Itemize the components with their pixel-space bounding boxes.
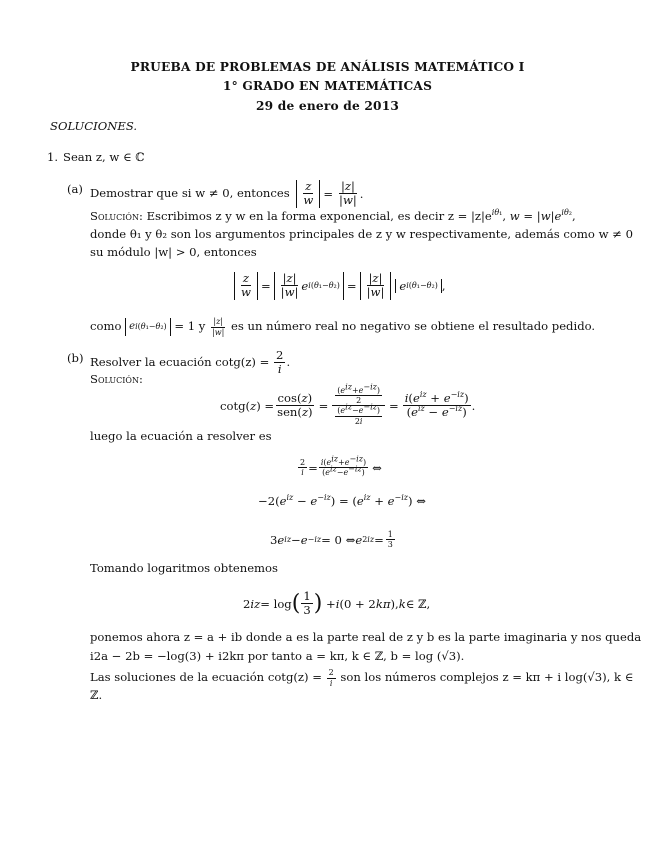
exam-title: PRUEBA DE PROBLEMAS DE ANÁLISIS MATEMÁTICO I: [130, 60, 525, 74]
solutions-label: SOLUCIONES.: [50, 119, 138, 133]
part-a-conclusion: como e i(θ₁−θ₂) = 1 y $\frac{|z|}{|w|}$ es un número real no negativo se obtiene el resultado pedido.: [90, 317, 596, 337]
equation-step-2: $-2(e^{iz} - e^{-iz}) = (e^{iz} + e^{-iz})$ ⇔: [258, 493, 426, 508]
cotg-definition-equation: cotg( z ) = $\frac{\cos(z)}{\text{sen(z)}}$ = $\frac{\frac{(e^{iz}+e^{-iz})}{2}}{\frac{(e^{iz}-e^{-iz})}{2i}}$ = $\frac{i(e^{iz} + e^{-iz})}{(e^{iz} - e^{-iz})}$ .: [220, 382, 476, 426]
text-z-set: ℤ.: [90, 688, 103, 702]
part-b-statement: Resolver la ecuación cotg(z) = $\frac{2}{i}$ .: [90, 348, 291, 377]
equation-step-3: 3 e iz − e −iz = 0 ⇔ e 2iz = $\frac{1}{3}$: [270, 530, 393, 550]
part-b-label: (b): [67, 351, 84, 365]
text-tomando: Tomando logaritmos obtenemos: [90, 561, 278, 575]
problem-number: 1.: [47, 150, 59, 164]
part-b-solution-heading: Solución:: [90, 372, 143, 386]
logarithm-equation: 2 iz = log ( $\frac{1}{3}$ ) + i (0 + 2 kπ ), k ∈ ℤ,: [243, 589, 431, 618]
part-a-statement-text: Demostrar que si w ≠ 0, entonces: [90, 185, 290, 200]
text-las-soluciones: Las soluciones de la ecuación cotg(z) = $\frac{2}{i}$ son los números complejos z = kπ + i log(√3), k ∈: [90, 668, 634, 688]
text-ponemos: ponemos ahora z = a + ib donde a es la parte real de z y b es la parte imaginaria y nos queda: [90, 630, 642, 644]
text-luego: luego la ecuación a resolver es: [90, 429, 272, 443]
part-a-solution-line3: su módulo |w| > 0, entonces: [90, 245, 257, 259]
part-a-formula: $\frac{z}{w}$ = $\frac{|z|}{|w|}$ .: [296, 180, 363, 208]
text-i2a: i2a − 2b = −log(3) + i2kπ por tanto a = kπ, k ∈ ℤ, b = log (√3).: [90, 649, 465, 663]
exam-degree: 1° GRADO EN MATEMÁTICAS: [222, 79, 433, 93]
problem-statement: Sean z, w ∈ ℂ: [63, 150, 145, 164]
exam-date: 29 de enero de 2013: [255, 99, 400, 113]
part-a-solution-line2: donde θ₁ y θ₂ son los argumentos principales de z y w respectivamente, además como w ≠ 0: [90, 227, 633, 241]
part-a-statement: [90, 180, 363, 208]
part-a-label: (a): [67, 182, 83, 196]
part-a-solution-line1: Solución: Escribimos z y w en la forma exponencial, es decir $z = |z|e^{i\theta_1}$, $w = |w|e^{i\theta_2}$,: [90, 208, 576, 223]
equation-step-1: $\frac{2}{i}$ = $\frac{i(e^{iz}+e^{-iz})}{(e^{iz}-e^{-iz})}$ ⇔: [300, 454, 382, 478]
part-a-equation: $\frac{z}{w}$ = $\frac{|z|}{|w|}$ e i(θ₁−θ₂) = $\frac{|z|}{|w|}$ e i(θ₁−θ₂) ,: [234, 271, 446, 300]
part-a-solution-heading: Solución:: [90, 209, 143, 223]
